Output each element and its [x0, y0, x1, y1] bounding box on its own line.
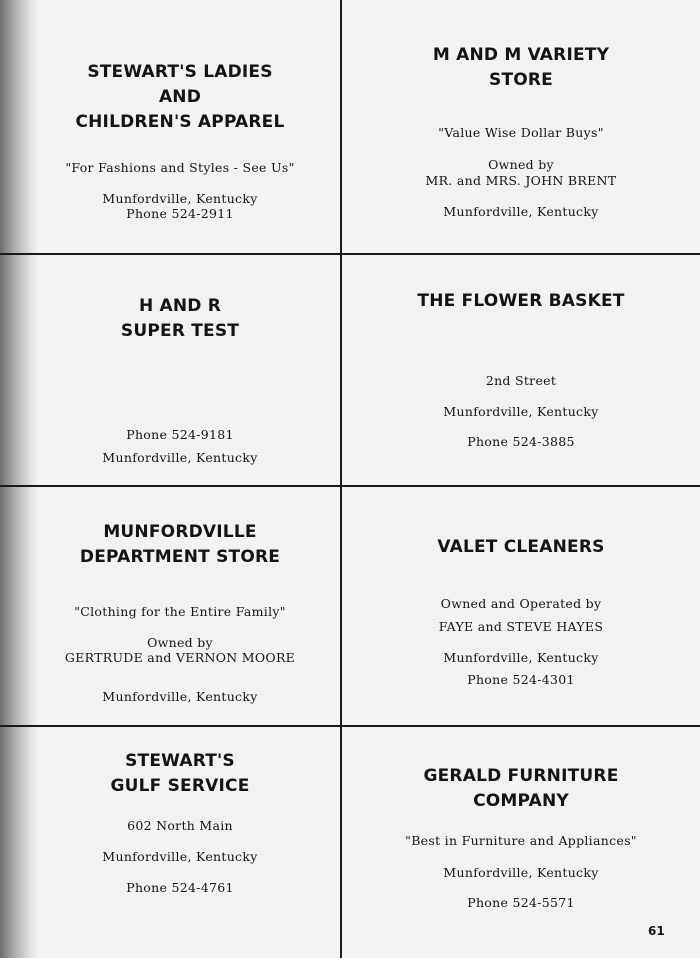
ad-phone: Phone 524-4761	[126, 880, 234, 895]
ad-address: Munfordville, Kentucky	[443, 204, 599, 219]
ad-title-line: COMPANY	[473, 791, 569, 811]
ad-owners: FAYE and STEVE HAYES	[438, 619, 604, 634]
row-divider-1	[0, 253, 700, 255]
ad-title-line: CHILDREN'S APPAREL	[75, 112, 285, 132]
ad-slogan: "Clothing for the Entire Family"	[74, 604, 286, 619]
ad-owned-by: Owned and Operated by	[440, 596, 602, 611]
ad-phone: Phone 524-3885	[467, 434, 575, 449]
ad-phone: Phone 524-9181	[126, 427, 234, 442]
ad-owners: GERTRUDE and VERNON MOORE	[64, 650, 296, 665]
ad-title-line: STEWART'S	[125, 751, 235, 771]
ad-address: Munfordville, Kentucky	[443, 650, 599, 665]
ad-title-line: DEPARTMENT STORE	[79, 547, 281, 567]
ad-title-line: GERALD FURNITURE	[423, 766, 619, 786]
ad-address: Munfordville, Kentucky	[102, 849, 258, 864]
ad-title-line: M AND M VARIETY	[432, 45, 610, 65]
ad-owned-by: Owned by	[147, 635, 213, 650]
ad-title-line: VALET CLEANERS	[437, 537, 605, 557]
ad-title-line: GULF SERVICE	[110, 776, 250, 796]
row-divider-3	[0, 725, 700, 727]
center-divider	[340, 0, 342, 958]
ad-title-line: STORE	[489, 70, 553, 90]
ad-title-line: H AND R	[138, 296, 222, 316]
ad-owned-by: Owned by	[488, 157, 554, 172]
ad-street: 2nd Street	[485, 373, 557, 388]
ad-address: Munfordville, Kentucky	[443, 404, 599, 419]
ad-slogan: "Value Wise Dollar Buys"	[438, 125, 604, 140]
ad-phone: Phone 524-4301	[467, 672, 575, 687]
ad-slogan: "Best in Furniture and Appliances"	[405, 833, 637, 848]
ad-address: Munfordville, Kentucky	[443, 865, 599, 880]
ad-street: 602 North Main	[127, 818, 233, 833]
ad-title-line: MUNFORDVILLE	[103, 522, 257, 542]
row-divider-2	[0, 485, 700, 487]
ad-title-line: SUPER TEST	[120, 321, 240, 341]
ad-address: Munfordville, Kentucky	[102, 450, 258, 465]
ad-phone: Phone 524-5571	[467, 895, 575, 910]
ad-address: Munfordville, Kentucky	[102, 689, 258, 704]
ad-slogan: "For Fashions and Styles - See Us"	[65, 160, 295, 175]
ad-title-line: THE FLOWER BASKET	[417, 291, 625, 311]
page-number: 61	[648, 924, 665, 938]
ad-title-line: AND	[158, 87, 202, 107]
ad-title-line: STEWART'S LADIES	[87, 62, 273, 82]
ad-address: Munfordville, Kentucky	[102, 191, 258, 206]
ad-owners: MR. and MRS. JOHN BRENT	[425, 173, 617, 188]
ad-phone: Phone 524-2911	[126, 206, 234, 221]
book-spine-shadow	[0, 0, 38, 958]
